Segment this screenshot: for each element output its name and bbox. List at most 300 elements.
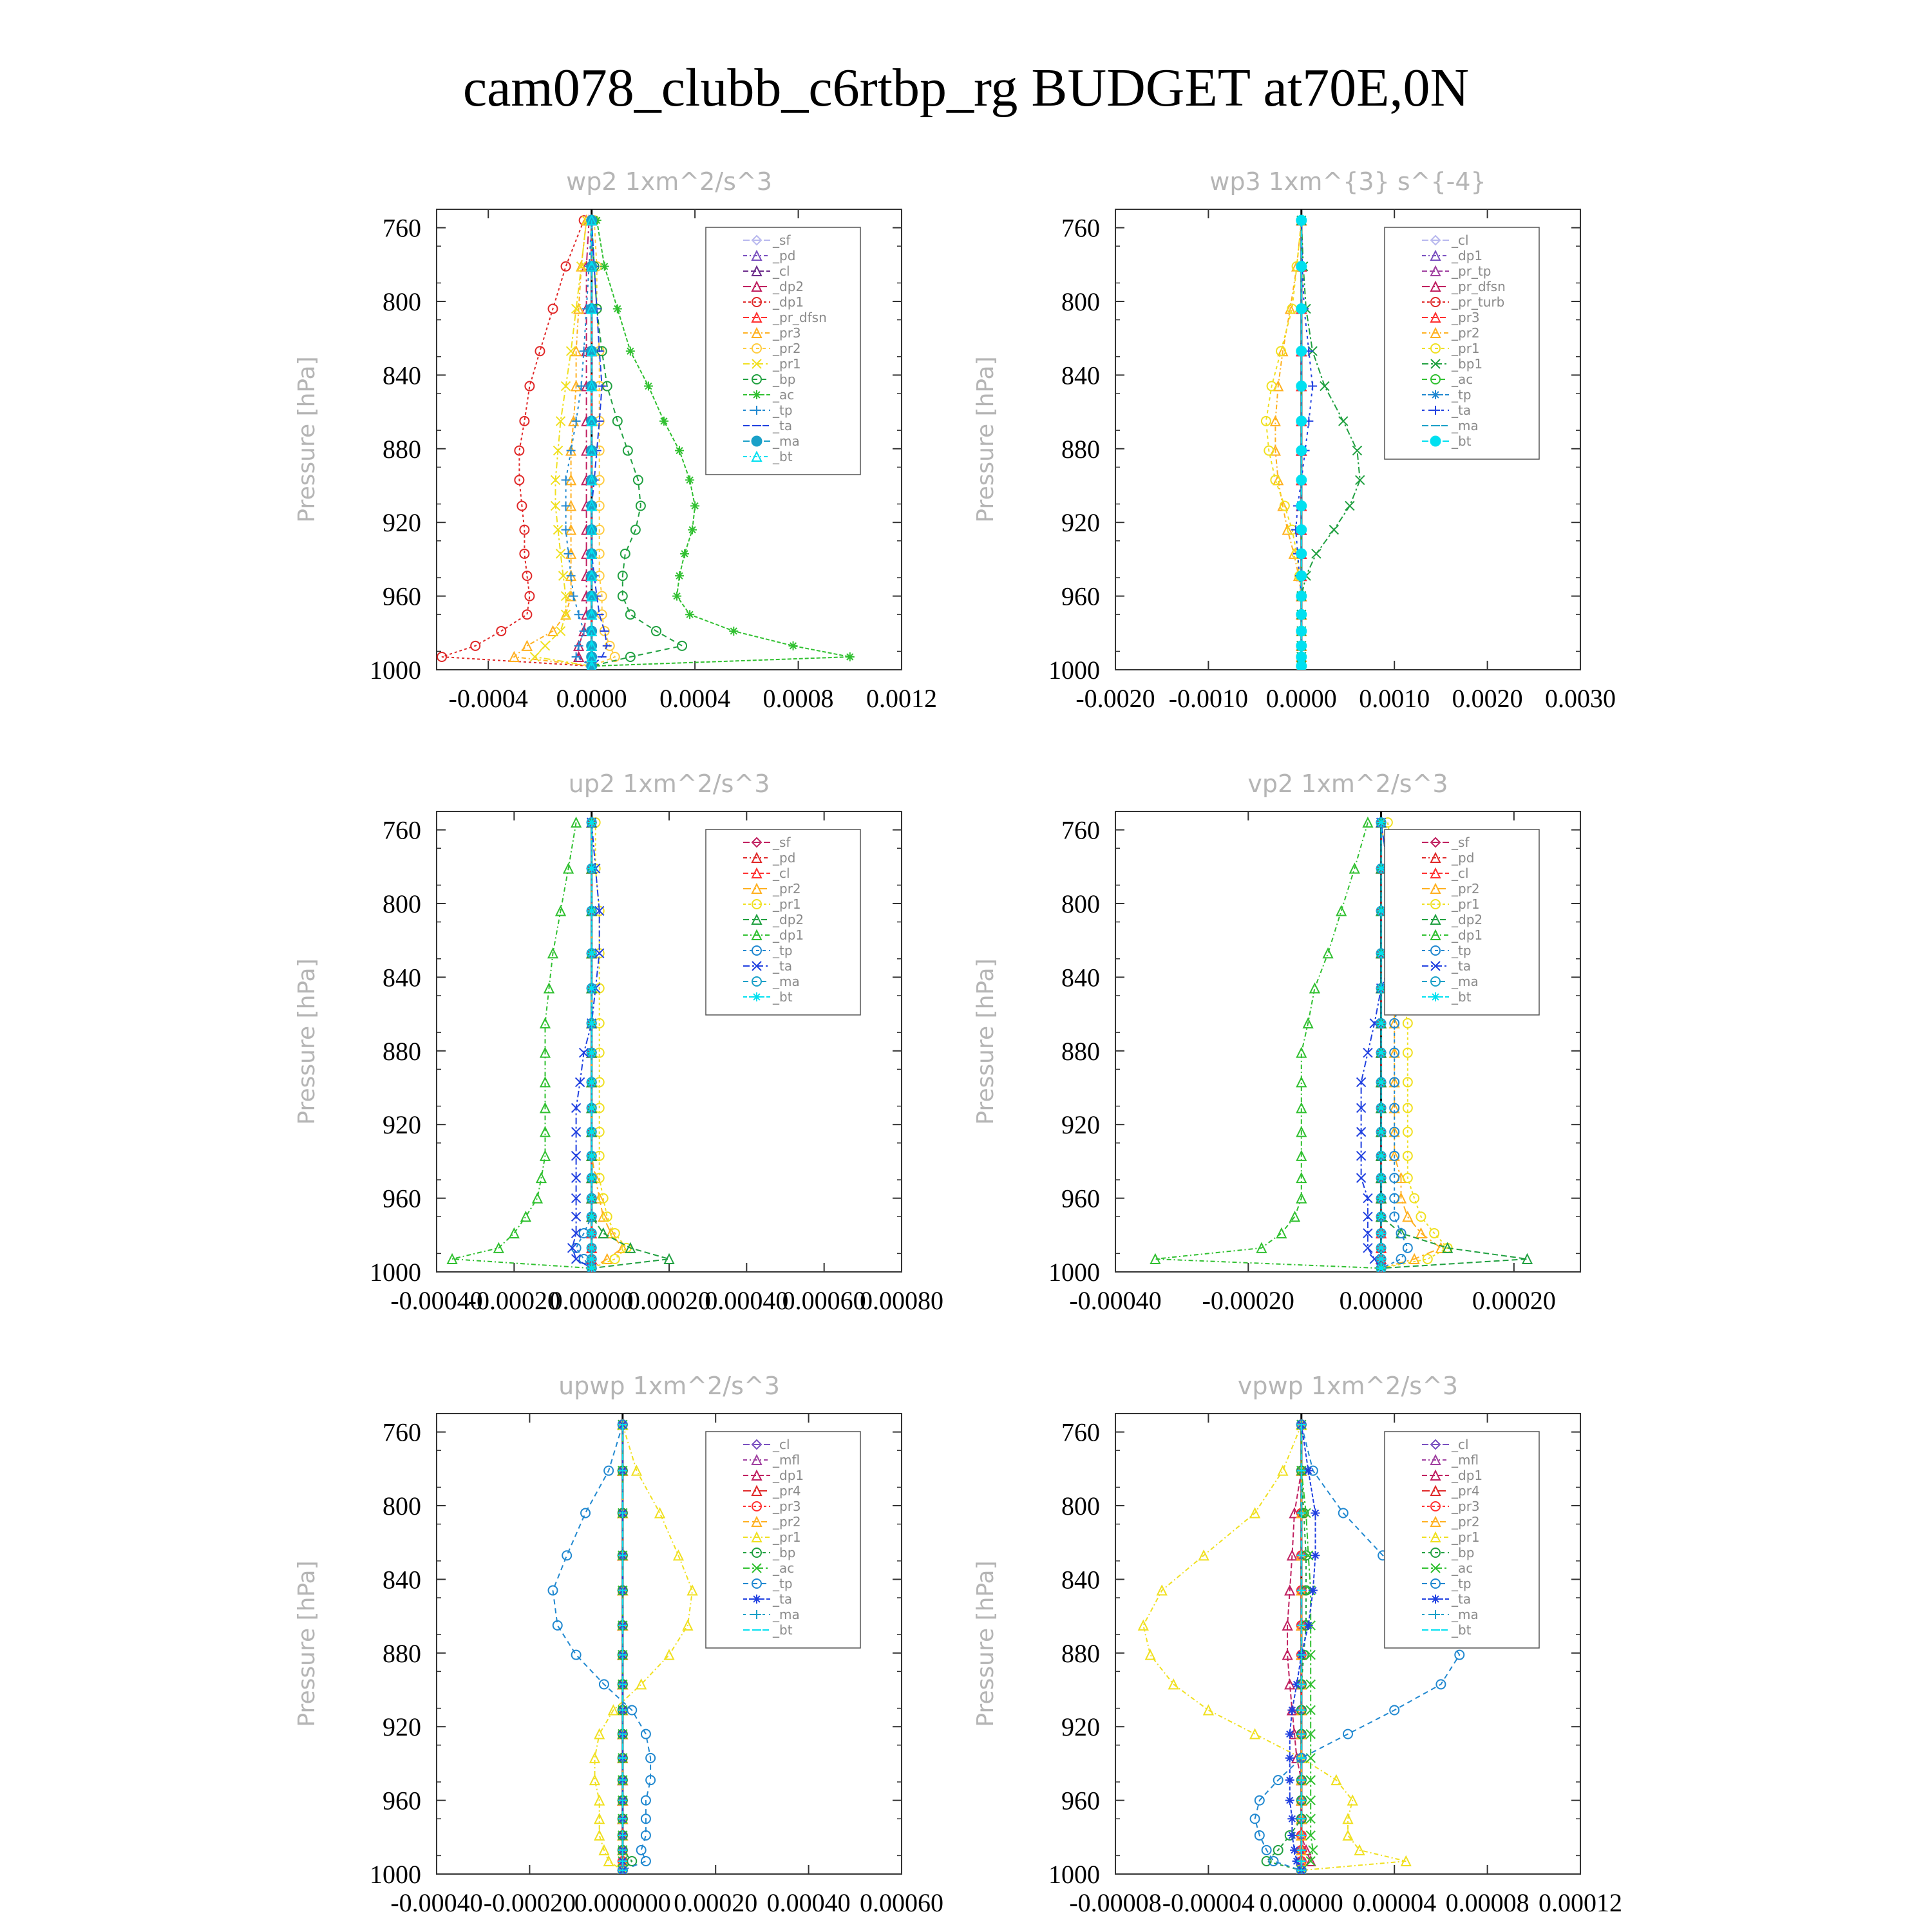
panel-title: up2 1xm^2/s^3	[568, 770, 770, 798]
legend-label: _mfl	[1452, 1452, 1479, 1468]
y-tick-label: 760	[383, 815, 421, 845]
legend-marker	[1431, 390, 1440, 399]
x-tick-label: 0.00080	[860, 1286, 943, 1315]
legend-label: _pr3	[1452, 310, 1480, 325]
data-point	[672, 592, 681, 601]
data-point	[562, 1551, 571, 1560]
x-tick-label: 0.00020	[627, 1286, 711, 1315]
y-tick-label: 1000	[370, 1258, 421, 1287]
legend-label: _pr1	[773, 896, 801, 912]
x-tick-label: 0.0010	[1359, 684, 1430, 713]
legend-marker	[752, 390, 761, 399]
legend-label: _cl	[773, 1437, 790, 1452]
data-point	[1146, 1651, 1155, 1660]
series-line-dp1	[452, 822, 592, 1268]
data-point	[1309, 1586, 1318, 1595]
data-point	[522, 610, 531, 619]
legend-label: _ma	[773, 433, 800, 449]
legend-label: _pr1	[773, 1530, 801, 1545]
legend-label: _bp	[1452, 1545, 1475, 1560]
data-point	[1403, 1244, 1412, 1253]
y-axis-label: Pressure [hPa]	[294, 356, 320, 523]
legend-marker	[752, 1595, 761, 1604]
y-tick-label: 1000	[1048, 656, 1100, 685]
data-point	[540, 1128, 549, 1137]
legend-label: _bp	[773, 372, 796, 387]
y-tick-label: 800	[383, 287, 421, 316]
x-tick-label: -0.00020	[483, 1888, 576, 1917]
y-tick-label: 760	[383, 213, 421, 243]
data-point	[641, 1730, 650, 1739]
y-tick-label: 800	[1061, 287, 1100, 316]
data-point	[675, 571, 684, 580]
data-point	[1285, 1730, 1294, 1739]
series-line-dp1	[1155, 822, 1381, 1268]
x-tick-label: -0.0010	[1168, 684, 1249, 713]
data-point	[677, 641, 687, 650]
legend-label: _tp	[1452, 1576, 1472, 1591]
x-tick-label: 0.0000	[556, 684, 627, 713]
series-line-pr1	[1266, 220, 1302, 666]
legend-label: _pr3	[773, 325, 801, 341]
x-tick-label: -0.00040	[390, 1888, 483, 1917]
legend-label: _pr2	[773, 1514, 801, 1530]
y-tick-label: 840	[1061, 963, 1100, 992]
legend-label: _pr1	[1452, 341, 1480, 356]
series-group	[448, 818, 674, 1273]
y-axis-label: Pressure [hPa]	[972, 1560, 999, 1727]
x-tick-label: 0.00012	[1539, 1888, 1622, 1917]
data-point	[1377, 1194, 1386, 1203]
data-point	[1377, 1255, 1386, 1264]
x-tick-label: 0.0020	[1452, 684, 1523, 713]
legend-label: _pd	[773, 248, 796, 263]
panel-4	[972, 770, 1580, 1315]
data-point	[1296, 215, 1307, 225]
legend-label: _pr_turb	[1452, 294, 1505, 310]
legend	[1385, 1432, 1539, 1648]
x-tick-label: 0.00040	[766, 1888, 851, 1917]
data-point	[613, 304, 622, 313]
legend-label: _dp1	[1452, 927, 1483, 943]
y-tick-label: 880	[1061, 1036, 1100, 1066]
data-point	[1296, 591, 1307, 601]
legend-label: _cl	[773, 263, 790, 279]
legend-label: _ta	[773, 1591, 793, 1607]
legend	[706, 1432, 860, 1648]
data-point	[659, 417, 668, 426]
y-tick-label: 920	[1061, 1712, 1100, 1742]
x-tick-label: 0.00000	[549, 1286, 634, 1315]
legend-label: _ma	[1452, 974, 1479, 989]
x-tick-label: 0.00000	[1339, 1286, 1423, 1315]
data-point	[611, 1255, 620, 1264]
panel-title: vp2 1xm^2/s^3	[1247, 770, 1448, 798]
legend-label: _dp2	[1452, 912, 1483, 927]
data-point	[1296, 626, 1307, 636]
x-tick-label: -0.00020	[1202, 1286, 1294, 1315]
y-tick-label: 960	[383, 1184, 421, 1213]
data-point	[1296, 609, 1307, 620]
y-axis-label: Pressure [hPa]	[294, 1560, 320, 1727]
y-tick-label: 920	[383, 1712, 421, 1742]
data-point	[1290, 1212, 1299, 1221]
data-point	[599, 1229, 608, 1238]
data-point	[626, 346, 635, 355]
legend-label: _sf	[773, 232, 791, 248]
legend-label: _pr2	[1452, 881, 1480, 896]
legend-label: _pr1	[773, 356, 801, 372]
data-point	[1363, 1194, 1372, 1203]
data-point	[533, 1194, 542, 1203]
y-tick-label: 960	[383, 1786, 421, 1815]
legend-marker	[1430, 436, 1441, 446]
data-point	[1296, 416, 1307, 426]
legend-label: _ma	[1452, 418, 1479, 433]
data-point	[656, 1508, 665, 1517]
legend-label: _bt	[1452, 433, 1472, 449]
series-group	[549, 1420, 697, 1875]
data-point	[1357, 1077, 1366, 1086]
data-point	[1337, 906, 1346, 915]
data-point	[1339, 417, 1348, 426]
x-tick-label: 0.00004	[1352, 1888, 1437, 1917]
data-point	[623, 446, 632, 455]
x-tick-label: 0.0000	[1265, 684, 1337, 713]
y-tick-label: 1000	[370, 656, 421, 685]
panel-1	[294, 167, 937, 713]
data-point	[641, 1857, 650, 1866]
legend-label: _pr_tp	[1452, 263, 1492, 279]
data-point	[595, 1730, 604, 1739]
legend-label: _pr2	[773, 341, 801, 356]
legend-marker	[752, 992, 761, 1001]
data-point	[562, 526, 571, 535]
x-tick-label: 0.00020	[1472, 1286, 1556, 1315]
y-tick-label: 920	[1061, 508, 1100, 538]
x-tick-label: 0.0030	[1545, 684, 1616, 713]
data-point	[675, 446, 684, 455]
data-point	[1296, 475, 1307, 485]
legend-label: _tp	[773, 1576, 793, 1591]
x-tick-label: 0.0012	[866, 684, 937, 713]
legend-label: _dp2	[773, 279, 804, 294]
data-point	[1285, 1776, 1294, 1785]
panel-5	[294, 1372, 943, 1917]
data-point	[1296, 525, 1307, 535]
x-tick-label: -0.0020	[1075, 684, 1155, 713]
data-point	[540, 1019, 549, 1028]
y-tick-label: 960	[1061, 1786, 1100, 1815]
legend-label: _mfl	[773, 1452, 800, 1468]
data-point	[1271, 417, 1280, 426]
legend-label: _pr2	[1452, 1514, 1480, 1530]
data-point	[1403, 1212, 1412, 1221]
panel-6	[972, 1372, 1622, 1917]
data-point	[540, 641, 549, 650]
legend-label: _sf	[773, 835, 791, 850]
legend-label: _tp	[773, 943, 793, 958]
legend-label: _cl	[1452, 1437, 1469, 1452]
legend	[1385, 829, 1539, 1015]
data-point	[1363, 1048, 1372, 1057]
data-point	[1296, 500, 1307, 511]
legend	[706, 227, 860, 475]
legend-label: _dp1	[1452, 248, 1483, 263]
legend-label: _bt	[1452, 989, 1472, 1005]
series-line-bp1	[1302, 220, 1360, 666]
y-tick-label: 880	[1061, 1638, 1100, 1668]
y-axis-label: Pressure [hPa]	[972, 958, 999, 1125]
x-tick-label: 0.00008	[1445, 1888, 1530, 1917]
y-tick-label: 760	[1061, 213, 1100, 243]
legend-label: _ta	[1452, 958, 1472, 974]
data-point	[680, 549, 689, 558]
data-point	[846, 652, 855, 661]
data-point	[1285, 1796, 1294, 1805]
figure-title: cam078_clubb_c6rtbp_rg BUDGET at70E,0N	[462, 58, 1470, 118]
legend-label: _pr2	[773, 881, 801, 896]
legend-marker	[1431, 992, 1440, 1001]
data-point	[1139, 1621, 1148, 1630]
x-tick-label: 0.00020	[674, 1888, 758, 1917]
data-point	[556, 627, 565, 636]
data-point	[1278, 1466, 1287, 1475]
data-point	[1296, 381, 1307, 392]
legend-label: _ma	[773, 974, 800, 989]
legend-label: _dp1	[773, 1468, 804, 1483]
data-point	[1296, 303, 1307, 314]
data-point	[530, 652, 539, 661]
legend-label: _pr4	[1452, 1483, 1480, 1499]
series-line-tp	[553, 1425, 651, 1870]
data-point	[1296, 261, 1307, 272]
y-tick-label: 880	[1061, 434, 1100, 464]
data-point	[1269, 1857, 1278, 1866]
data-point	[1363, 818, 1372, 827]
data-point	[1308, 382, 1317, 391]
legend-label: _pd	[1452, 850, 1475, 866]
data-point	[1285, 1754, 1294, 1763]
data-point	[1323, 949, 1332, 958]
data-point	[1287, 1814, 1296, 1823]
legend-label: _ta	[1452, 402, 1472, 418]
y-tick-label: 960	[1061, 582, 1100, 611]
series-line-pr1	[592, 822, 627, 1268]
panel-title: wp2 1xm^2/s^3	[566, 167, 772, 196]
data-point	[1343, 1831, 1352, 1840]
y-axis-label: Pressure [hPa]	[972, 356, 999, 523]
legend-label: _tp	[1452, 943, 1472, 958]
y-tick-label: 800	[1061, 889, 1100, 918]
series-group	[1262, 215, 1365, 671]
panel-2	[972, 167, 1616, 713]
data-point	[562, 501, 571, 510]
y-tick-label: 760	[1061, 815, 1100, 845]
y-tick-label: 800	[383, 889, 421, 918]
y-tick-label: 1000	[370, 1860, 421, 1889]
data-point	[572, 1651, 581, 1660]
data-point	[581, 1508, 590, 1517]
y-tick-label: 840	[1061, 1565, 1100, 1595]
legend-label: _pr1	[1452, 896, 1480, 912]
series-line-pr1	[1143, 1425, 1406, 1870]
data-point	[1377, 1019, 1386, 1028]
legend-label: _ac	[773, 387, 795, 402]
legend-label: _ta	[773, 418, 793, 433]
y-tick-label: 920	[383, 508, 421, 538]
data-point	[1296, 549, 1307, 559]
legend-label: _ac	[1452, 1560, 1473, 1576]
legend-label: _ma	[1452, 1607, 1479, 1622]
legend-label: _bt	[773, 1622, 793, 1638]
legend-label: _tp	[773, 402, 793, 418]
data-point	[1377, 1173, 1386, 1182]
data-point	[1377, 818, 1386, 827]
y-axis-label: Pressure [hPa]	[294, 958, 320, 1125]
legend-label: _pr4	[773, 1483, 801, 1499]
x-tick-label: 0.00060	[782, 1286, 866, 1315]
data-point	[1296, 571, 1307, 581]
data-point	[600, 262, 609, 271]
data-point	[562, 262, 571, 271]
data-point	[509, 1229, 518, 1238]
x-tick-label: 0.00060	[860, 1888, 943, 1917]
x-tick-label: -0.00020	[468, 1286, 560, 1315]
legend-label: _bt	[773, 989, 793, 1005]
data-point	[1377, 1048, 1386, 1057]
legend-label: _bt	[773, 449, 793, 464]
data-point	[637, 1846, 646, 1855]
data-point	[1296, 652, 1307, 662]
legend-label: _pr_dfsn	[1452, 279, 1506, 294]
data-point	[1377, 1264, 1386, 1273]
data-point	[590, 1776, 599, 1785]
legend-label: _ta	[773, 958, 793, 974]
data-point	[1296, 661, 1307, 671]
data-point	[1312, 549, 1321, 558]
y-tick-label: 1000	[1048, 1860, 1100, 1889]
legend-label: _ma	[773, 1607, 800, 1622]
y-tick-label: 800	[1061, 1492, 1100, 1520]
y-tick-label: 840	[1061, 361, 1100, 390]
y-tick-label: 760	[383, 1417, 421, 1447]
panel-title: wp3 1xm^{3} s^{-4}	[1209, 167, 1486, 196]
data-point	[574, 610, 583, 619]
legend-label: _dp1	[773, 927, 804, 943]
legend-label: _pr2	[1452, 325, 1480, 341]
legend-label: _ac	[773, 1560, 795, 1576]
data-point	[1251, 1730, 1260, 1739]
x-tick-label: 0.000000	[574, 1888, 671, 1917]
data-point	[535, 346, 544, 355]
legend-label: _bp	[773, 1545, 796, 1560]
legend-label: _dp1	[773, 294, 804, 310]
y-tick-label: 920	[383, 1110, 421, 1140]
panel-3	[294, 770, 943, 1315]
x-tick-label: 0.0004	[659, 684, 731, 713]
data-point	[604, 1857, 613, 1866]
legend	[1385, 227, 1539, 459]
y-tick-label: 760	[1061, 1417, 1100, 1447]
data-point	[665, 1651, 674, 1660]
legend-label: _ta	[1452, 1591, 1472, 1607]
data-point	[562, 475, 571, 484]
legend-marker	[752, 436, 762, 446]
legend	[706, 829, 860, 1015]
data-point	[595, 1831, 604, 1840]
y-tick-label: 880	[383, 434, 421, 464]
legend-marker	[1431, 1595, 1440, 1604]
y-tick-label: 800	[383, 1492, 421, 1520]
data-point	[1204, 1705, 1213, 1714]
legend-label: _bp1	[1452, 356, 1483, 372]
x-tick-label: 0.00000	[1259, 1888, 1343, 1917]
y-tick-label: 1000	[1048, 1258, 1100, 1287]
legend-label: _pr1	[1452, 1530, 1480, 1545]
legend-label: _bt	[1452, 1622, 1472, 1638]
data-point	[626, 610, 635, 619]
data-point	[644, 382, 653, 391]
data-point	[1320, 382, 1329, 391]
data-point	[1296, 446, 1307, 456]
x-tick-label: -0.00008	[1069, 1888, 1162, 1917]
y-tick-label: 880	[383, 1036, 421, 1066]
data-point	[1377, 1128, 1386, 1137]
legend-label: _cl	[773, 866, 790, 881]
x-tick-label: 0.00040	[705, 1286, 789, 1315]
panel-title: upwp 1xm^2/s^3	[558, 1372, 780, 1400]
y-tick-label: 840	[383, 1565, 421, 1595]
y-tick-label: 960	[383, 582, 421, 611]
x-tick-label: -0.0004	[448, 684, 528, 713]
legend-label: _pr3	[1452, 1499, 1480, 1514]
data-point	[789, 641, 798, 650]
legend-label: _sf	[1452, 835, 1470, 850]
legend-label: _dp2	[773, 912, 804, 927]
x-tick-label: -0.00004	[1162, 1888, 1255, 1917]
data-point	[685, 475, 694, 484]
data-point	[1287, 1831, 1296, 1840]
data-point	[1329, 526, 1338, 535]
data-point	[1277, 1229, 1286, 1238]
legend-label: _pr3	[773, 1499, 801, 1514]
y-tick-label: 840	[383, 361, 421, 390]
y-tick-label: 880	[383, 1638, 421, 1668]
legend-label: _pd	[773, 850, 796, 866]
data-point	[729, 627, 738, 636]
data-point	[1296, 346, 1307, 356]
y-tick-label: 920	[1061, 1110, 1100, 1140]
y-tick-label: 960	[1061, 1184, 1100, 1213]
legend-label: _cl	[1452, 866, 1469, 881]
panel-title: vpwp 1xm^2/s^3	[1237, 1372, 1459, 1400]
legend-label: _pr_dfsn	[773, 310, 827, 325]
data-point	[553, 1621, 562, 1630]
data-point	[688, 526, 697, 535]
x-tick-label: -0.00040	[390, 1286, 483, 1315]
x-tick-label: 0.0008	[762, 684, 834, 713]
data-point	[1297, 1077, 1306, 1086]
y-tick-label: 840	[383, 963, 421, 992]
data-point	[1296, 641, 1307, 651]
legend-label: _cl	[1452, 232, 1469, 248]
data-point	[685, 610, 694, 619]
legend-label: _dp1	[1452, 1468, 1483, 1483]
data-point	[521, 1212, 530, 1221]
data-point	[1345, 501, 1354, 510]
data-point	[1287, 1705, 1296, 1714]
